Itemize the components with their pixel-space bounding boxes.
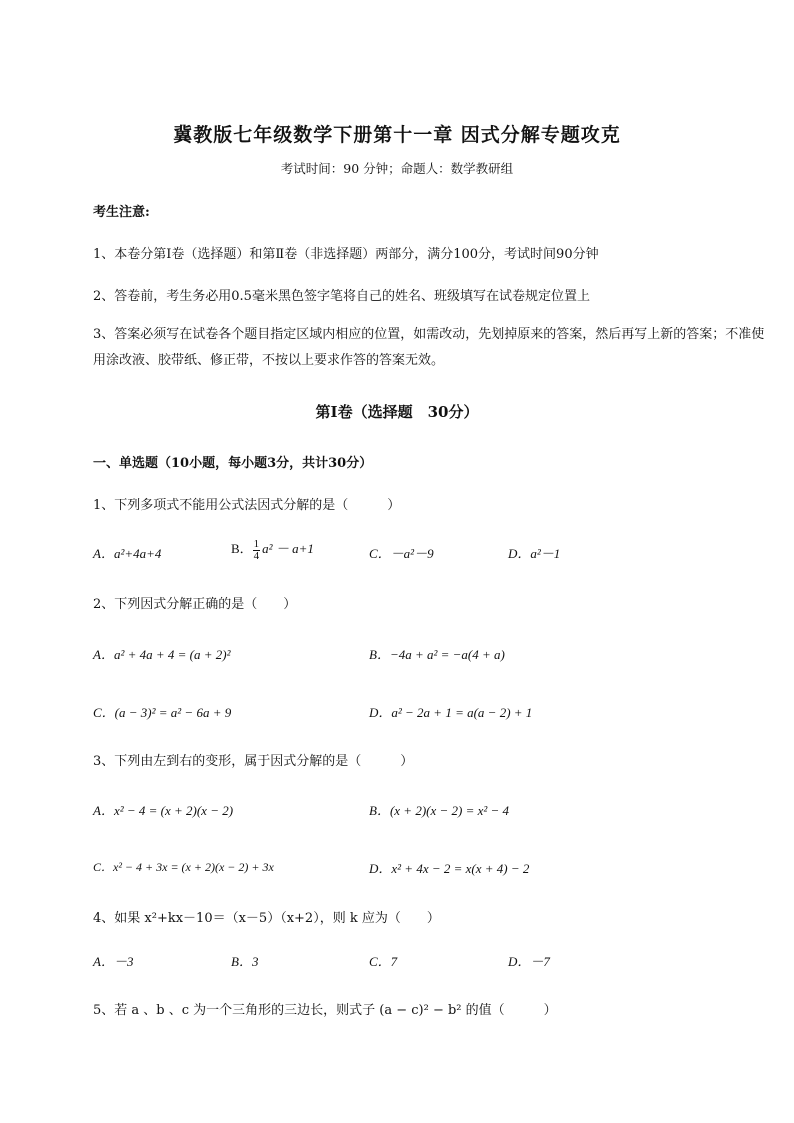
question-5-stem: 5、若 a 、b 、c 为一个三角形的三边长，则式子 (a − c)² − b² 的值（ ） [93,1003,557,1018]
q3-option-c: C．x² − 4 + 3x = (x + 2)(x − 2) + 3x [93,860,274,874]
question-4-stem: 4、如果 x²+kx－10＝（x－5）（x+2），则 k 应为（ ） [93,911,440,926]
q1-option-b-fraction: $\frac{1}{4}$ [253,537,260,562]
q2-option-d: D．a² − 2a + 1 = a(a − 2) + 1 [369,705,533,720]
question-1-stem: 1、下列多项式不能用公式法因式分解的是（ ） [93,498,401,513]
q2-option-c: C．(a − 3)² = a² − 6a + 9 [93,705,232,720]
page-title: 冀教版七年级数学下册第十一章 因式分解专题攻克 [173,124,621,146]
question-3-stem: 3、下列由左到右的变形，属于因式分解的是（ ） [93,754,414,769]
notice-heading: 考生注意: [93,205,150,220]
q2-option-b: B．−4a + a² = −a(4 + a) [369,647,505,662]
q3-option-b: B．(x + 2)(x − 2) = x² − 4 [369,803,510,818]
notice-item-1: 1、本卷分第Ⅰ卷（选择题）和第Ⅱ卷（非选择题）两部分，满分100分，考试时间90分钟 [93,247,599,262]
q4-option-c: C．7 [369,954,398,969]
notice-item-3: 3、答案必须写在试卷各个题目指定区域内相应的位置，如需改动，先划掉原来的答案，然后再写上新的答案；不准使用涂改液、胶带纸、修正带，不按以上要求作答的答案无效。 [93,327,765,368]
part-title: 一、单选题（10小题，每小题3分，共计30分） [93,456,373,471]
q4-option-d: D．－7 [508,954,550,969]
q3-option-a: A．x² − 4 = (x + 2)(x − 2) [93,803,234,818]
q3-option-d: D．x² + 4x − 2 = x(x + 4) − 2 [369,861,530,876]
q1-option-a: A．a²+4a+4 [93,546,162,561]
question-2-stem: 2、下列因式分解正确的是（ ） [93,597,297,612]
q1-option-c: C．－a²－9 [369,546,434,561]
q1-option-d: D．a²－1 [508,546,561,561]
notice-item-2: 2、答卷前，考生务必用0.5毫米黑色签字笔将自己的姓名、班级填写在试卷规定位置上 [93,289,590,304]
q4-option-a: A．－3 [93,954,134,969]
exam-info: 考试时间：90 分钟；命题人：数学教研组 [280,161,514,176]
q1-option-b: B． $\frac{1}{4}$ a² － a+1 [231,537,314,562]
section-title: 第Ⅰ卷（选择题 30分） [315,403,479,421]
q4-option-b: B．3 [231,954,259,969]
q2-option-a: A．a² + 4a + 4 = (a + 2)² [93,647,231,662]
